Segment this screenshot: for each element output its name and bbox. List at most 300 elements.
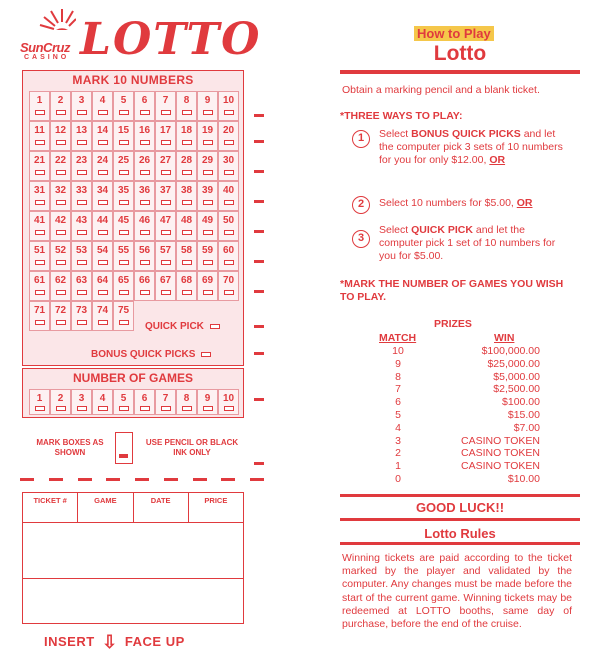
number-cell[interactable] — [113, 301, 134, 331]
number-cell[interactable] — [134, 271, 155, 301]
number-cell[interactable] — [29, 301, 50, 331]
number-grid-row — [29, 91, 239, 121]
number-label: 30 — [222, 155, 235, 166]
number-cell[interactable] — [113, 151, 134, 181]
number-mark-box[interactable] — [35, 290, 45, 295]
number-label: 19 — [201, 125, 214, 136]
number-mark-box[interactable] — [35, 170, 45, 175]
page-title: Lotto — [433, 42, 487, 65]
number-cell[interactable] — [50, 151, 71, 181]
number-cell[interactable] — [218, 271, 239, 301]
number-mark-box[interactable] — [161, 200, 171, 205]
prize-row — [380, 396, 540, 409]
number-label: 48 — [180, 215, 193, 226]
number-mark-box[interactable] — [182, 230, 192, 235]
number-label: 58 — [180, 245, 193, 256]
way-text: Select 10 numbers for $5.00, OR — [379, 197, 533, 209]
games-label: 2 — [57, 393, 64, 404]
prize-row — [380, 422, 540, 435]
number-cell[interactable] — [176, 241, 197, 271]
number-mark-box[interactable] — [203, 290, 213, 295]
number-cell[interactable] — [176, 121, 197, 151]
number-cell[interactable] — [155, 241, 176, 271]
number-mark-box[interactable] — [224, 260, 234, 265]
suncruz-lotto-logo — [18, 8, 262, 65]
mark-numbers-panel — [22, 70, 244, 366]
number-mark-box[interactable] — [224, 290, 234, 295]
games-mark-box[interactable] — [35, 406, 45, 411]
games-cell[interactable] — [197, 389, 218, 415]
prize-win: $2,500.00 — [493, 383, 540, 396]
games-cell[interactable] — [71, 389, 92, 415]
number-mark-box[interactable] — [203, 170, 213, 175]
games-mark-box[interactable] — [203, 406, 213, 411]
number-mark-box[interactable] — [182, 260, 192, 265]
prize-win: $15.00 — [507, 408, 540, 421]
number-label: 39 — [201, 185, 214, 196]
number-label: 36 — [138, 185, 151, 196]
number-mark-box[interactable] — [161, 230, 171, 235]
number-mark-box[interactable] — [56, 200, 66, 205]
number-cell[interactable] — [29, 271, 50, 301]
number-mark-box[interactable] — [182, 110, 192, 115]
number-mark-box[interactable] — [35, 110, 45, 115]
games-cell[interactable] — [92, 389, 113, 415]
prize-row — [380, 383, 540, 396]
number-mark-box[interactable] — [35, 230, 45, 235]
prize-match: 7 — [395, 383, 401, 396]
number-cell[interactable] — [50, 241, 71, 271]
number-cell[interactable] — [71, 301, 92, 331]
number-mark-box[interactable] — [98, 230, 108, 235]
number-mark-box[interactable] — [77, 320, 87, 325]
number-mark-box[interactable] — [77, 230, 87, 235]
games-label: 4 — [99, 393, 106, 404]
number-cell[interactable] — [29, 181, 50, 211]
prize-match: 1 — [395, 460, 401, 473]
number-cell[interactable] — [113, 271, 134, 301]
games-label: 5 — [120, 393, 127, 404]
games-label: 7 — [162, 393, 169, 404]
number-mark-box[interactable] — [77, 260, 87, 265]
number-cell[interactable] — [176, 271, 197, 301]
prize-match: 8 — [395, 370, 401, 383]
number-cell[interactable] — [218, 181, 239, 211]
number-mark-box[interactable] — [56, 230, 66, 235]
number-label: 53 — [75, 245, 88, 256]
games-mark-box[interactable] — [98, 406, 108, 411]
number-mark-box[interactable] — [35, 200, 45, 205]
number-mark-box[interactable] — [203, 140, 213, 145]
number-mark-box[interactable] — [203, 260, 213, 265]
number-label: 18 — [180, 125, 193, 136]
how-to-play-label: How to Play — [414, 26, 494, 41]
timing-mark — [254, 352, 264, 355]
prize-match: 9 — [395, 357, 401, 370]
number-cell[interactable] — [50, 271, 71, 301]
number-mark-box[interactable] — [35, 260, 45, 265]
number-label: 57 — [159, 245, 172, 256]
number-mark-box[interactable] — [182, 170, 192, 175]
number-label: 4 — [99, 95, 106, 106]
prize-match: 6 — [395, 396, 401, 409]
games-cell[interactable] — [134, 389, 155, 415]
number-cell[interactable] — [50, 91, 71, 121]
bonus-quick-picks-label: BONUS QUICK PICKS — [91, 349, 196, 360]
good-luck-text: GOOD LUCK!! — [415, 500, 505, 515]
quick-pick-option[interactable] — [145, 321, 220, 332]
timing-mark — [254, 260, 264, 263]
number-mark-box[interactable] — [98, 110, 108, 115]
number-mark-box[interactable] — [56, 110, 66, 115]
number-cell[interactable] — [92, 181, 113, 211]
prize-row — [380, 460, 540, 473]
number-label: 6 — [141, 95, 148, 106]
prize-match: 3 — [395, 434, 401, 447]
number-cell[interactable] — [113, 91, 134, 121]
number-cell[interactable] — [92, 271, 113, 301]
number-mark-box[interactable] — [140, 230, 150, 235]
number-label: 68 — [180, 275, 193, 286]
timing-mark — [254, 398, 264, 401]
number-cell[interactable] — [92, 151, 113, 181]
number-cell[interactable] — [92, 91, 113, 121]
number-label: 74 — [96, 305, 109, 316]
number-mark-box[interactable] — [98, 320, 108, 325]
number-mark-box[interactable] — [161, 110, 171, 115]
number-cell[interactable] — [155, 181, 176, 211]
number-mark-box[interactable] — [98, 200, 108, 205]
number-mark-box[interactable] — [224, 200, 234, 205]
number-mark-box[interactable] — [140, 140, 150, 145]
number-cell[interactable] — [134, 241, 155, 271]
number-label: 35 — [117, 185, 130, 196]
number-label: 65 — [117, 275, 130, 286]
divider-dashes — [20, 478, 264, 482]
games-label: 6 — [141, 393, 148, 404]
number-label: 1 — [36, 95, 43, 106]
number-cell[interactable] — [155, 91, 176, 121]
games-cell[interactable] — [176, 389, 197, 415]
number-label: 42 — [54, 215, 67, 226]
number-label: 59 — [201, 245, 214, 256]
bonus-quick-picks-option[interactable] — [91, 349, 211, 360]
games-mark-box[interactable] — [182, 406, 192, 411]
number-cell[interactable] — [134, 211, 155, 241]
prize-win: CASINO TOKEN — [461, 460, 540, 473]
number-cell[interactable] — [50, 211, 71, 241]
games-label: 1 — [36, 393, 43, 404]
prize-win: CASINO TOKEN — [461, 434, 540, 447]
number-cell[interactable] — [71, 91, 92, 121]
number-cell[interactable] — [197, 241, 218, 271]
number-label: 12 — [54, 125, 67, 136]
number-cell[interactable] — [113, 121, 134, 151]
number-mark-box[interactable] — [182, 140, 192, 145]
number-label: 13 — [75, 125, 88, 136]
number-mark-box[interactable] — [98, 260, 108, 265]
prize-win: $100.00 — [502, 396, 540, 409]
number-mark-box[interactable] — [140, 110, 150, 115]
record-header-price: PRICE — [204, 496, 228, 505]
prize-win: CASINO TOKEN — [461, 447, 540, 460]
bonus-quick-picks-checkbox[interactable] — [201, 352, 211, 357]
number-mark-box[interactable] — [119, 200, 129, 205]
number-cell[interactable] — [29, 151, 50, 181]
games-cell[interactable] — [155, 389, 176, 415]
number-cell[interactable] — [176, 211, 197, 241]
number-cell[interactable] — [92, 301, 113, 331]
number-grid-row — [29, 211, 239, 241]
number-cell[interactable] — [113, 211, 134, 241]
number-label: 21 — [33, 155, 46, 166]
record-header-ticket: TICKET # — [23, 493, 78, 522]
number-mark-box[interactable] — [224, 140, 234, 145]
mark-boxes-instruction: MARK BOXES AS SHOWN — [36, 438, 104, 457]
number-cell[interactable] — [71, 271, 92, 301]
face-up-text: FACE UP — [124, 634, 185, 649]
number-label: 24 — [96, 155, 109, 166]
number-label: 37 — [159, 185, 172, 196]
number-mark-box[interactable] — [161, 260, 171, 265]
number-mark-box[interactable] — [182, 290, 192, 295]
number-mark-box[interactable] — [203, 110, 213, 115]
number-cell[interactable] — [113, 241, 134, 271]
number-mark-box[interactable] — [56, 140, 66, 145]
number-cell[interactable] — [134, 181, 155, 211]
number-label: 5 — [120, 95, 127, 106]
number-cell[interactable] — [176, 181, 197, 211]
number-label: 2 — [57, 95, 64, 106]
number-cell[interactable] — [71, 211, 92, 241]
number-mark-box[interactable] — [119, 140, 129, 145]
win-header: WIN — [494, 332, 515, 344]
number-mark-box[interactable] — [56, 290, 66, 295]
number-mark-box[interactable] — [140, 260, 150, 265]
number-cell[interactable] — [176, 151, 197, 181]
way-number: 1 — [352, 130, 370, 148]
games-cell[interactable] — [29, 389, 50, 415]
number-label: 33 — [75, 185, 88, 196]
number-cell[interactable] — [218, 211, 239, 241]
number-label: 72 — [54, 305, 67, 316]
number-cell[interactable] — [92, 121, 113, 151]
number-label: 28 — [180, 155, 193, 166]
number-label: 51 — [33, 245, 46, 256]
pencil-instruction: USE PENCIL OR BLACK INK ONLY — [145, 438, 239, 457]
number-cell[interactable] — [29, 211, 50, 241]
number-cell[interactable] — [71, 181, 92, 211]
way-1 — [352, 128, 569, 167]
number-cell[interactable] — [29, 121, 50, 151]
number-label: 45 — [117, 215, 130, 226]
down-arrow-icon: ⇩ — [102, 632, 118, 652]
number-cell[interactable] — [197, 271, 218, 301]
number-mark-box[interactable] — [56, 320, 66, 325]
quick-pick-checkbox[interactable] — [210, 324, 220, 329]
number-cell[interactable] — [92, 241, 113, 271]
title-divider — [340, 70, 580, 74]
number-label: 15 — [117, 125, 130, 136]
number-label: 25 — [117, 155, 130, 166]
number-cell[interactable] — [92, 211, 113, 241]
number-label: 63 — [75, 275, 88, 286]
rules-divider — [340, 542, 580, 545]
number-label: 73 — [75, 305, 88, 316]
number-cell[interactable] — [197, 151, 218, 181]
number-label: 23 — [75, 155, 88, 166]
number-mark-box[interactable] — [35, 320, 45, 325]
games-mark-box[interactable] — [77, 406, 87, 411]
number-label: 64 — [96, 275, 109, 286]
insert-text: INSERT — [44, 634, 95, 649]
prize-match: 4 — [395, 421, 401, 434]
number-mark-box[interactable] — [161, 140, 171, 145]
number-mark-box[interactable] — [161, 290, 171, 295]
prize-match: 2 — [395, 447, 401, 460]
number-mark-box[interactable] — [224, 230, 234, 235]
number-mark-box[interactable] — [119, 320, 129, 325]
games-label: 8 — [183, 393, 190, 404]
number-cell[interactable] — [155, 271, 176, 301]
number-cell[interactable] — [197, 211, 218, 241]
number-mark-box[interactable] — [119, 260, 129, 265]
rules-title: Lotto Rules — [424, 526, 496, 541]
games-mark-box[interactable] — [119, 406, 129, 411]
prize-match: 0 — [395, 472, 401, 485]
number-cell[interactable] — [218, 121, 239, 151]
number-cell[interactable] — [197, 181, 218, 211]
number-label: 69 — [201, 275, 214, 286]
number-mark-box[interactable] — [98, 170, 108, 175]
games-mark-box[interactable] — [56, 406, 66, 411]
number-mark-box[interactable] — [98, 290, 108, 295]
number-grid-row — [29, 271, 239, 301]
number-of-games-panel — [22, 368, 244, 418]
number-mark-box[interactable] — [77, 170, 87, 175]
brand-name: SunCruz — [20, 40, 70, 55]
number-cell[interactable] — [134, 121, 155, 151]
number-label: 8 — [183, 95, 190, 106]
three-ways-heading: *THREE WAYS TO PLAY: — [340, 110, 463, 122]
number-cell[interactable] — [197, 121, 218, 151]
number-label: 10 — [222, 95, 235, 106]
games-cell[interactable] — [113, 389, 134, 415]
way-text: Select QUICK PICK and let the computer pick 1 set of 10 numbers for you for $5.00. — [379, 224, 556, 262]
number-cell[interactable] — [113, 181, 134, 211]
number-mark-box[interactable] — [77, 290, 87, 295]
number-label: 71 — [33, 305, 46, 316]
number-mark-box[interactable] — [77, 110, 87, 115]
number-cell[interactable] — [71, 121, 92, 151]
number-cell[interactable] — [71, 241, 92, 271]
number-cell[interactable] — [50, 301, 71, 331]
number-label: 62 — [54, 275, 67, 286]
number-mark-box[interactable] — [140, 200, 150, 205]
number-mark-box[interactable] — [161, 170, 171, 175]
number-mark-box[interactable] — [224, 110, 234, 115]
number-mark-box[interactable] — [182, 200, 192, 205]
number-label: 66 — [138, 275, 151, 286]
number-cell[interactable] — [218, 91, 239, 121]
number-cell[interactable] — [50, 181, 71, 211]
number-mark-box[interactable] — [77, 140, 87, 145]
number-label: 55 — [117, 245, 130, 256]
number-cell[interactable] — [29, 91, 50, 121]
number-mark-box[interactable] — [56, 170, 66, 175]
games-mark-box[interactable] — [140, 406, 150, 411]
number-label: 16 — [138, 125, 151, 136]
good-luck-divider-bottom — [340, 518, 580, 521]
record-header-date: DATE — [134, 493, 189, 522]
number-label: 44 — [96, 215, 109, 226]
number-mark-box[interactable] — [119, 170, 129, 175]
number-label: 61 — [33, 275, 46, 286]
number-cell[interactable] — [71, 151, 92, 181]
number-cell[interactable] — [197, 91, 218, 121]
timing-mark — [254, 170, 264, 173]
number-grid-row — [29, 151, 239, 181]
prize-win: $10.00 — [507, 472, 540, 485]
number-cell[interactable] — [218, 151, 239, 181]
number-grid-row — [29, 181, 239, 211]
number-label: 54 — [96, 245, 109, 256]
number-grid-row — [29, 121, 239, 151]
number-of-games-header: NUMBER OF GAMES — [73, 371, 193, 385]
number-label: 17 — [159, 125, 172, 136]
games-mark-box[interactable] — [224, 406, 234, 411]
number-cell[interactable] — [29, 241, 50, 271]
number-mark-box[interactable] — [203, 200, 213, 205]
example-mark-box — [115, 432, 133, 464]
number-label: 67 — [159, 275, 172, 286]
number-cell[interactable] — [176, 91, 197, 121]
number-cell[interactable] — [50, 121, 71, 151]
number-mark-box[interactable] — [224, 170, 234, 175]
number-mark-box[interactable] — [203, 230, 213, 235]
number-cell[interactable] — [155, 211, 176, 241]
number-cell[interactable] — [134, 91, 155, 121]
games-cell[interactable] — [218, 389, 239, 415]
obtain-instruction: Obtain a marking pencil and a blank ticket. — [342, 84, 540, 96]
timing-mark — [254, 140, 264, 143]
number-mark-box[interactable] — [56, 260, 66, 265]
way-text: Select BONUS QUICK PICKS and let the computer pick 3 sets of 10 numbers for you for only $12.00, OR — [379, 128, 563, 166]
number-cell[interactable] — [218, 241, 239, 271]
games-cell[interactable] — [50, 389, 71, 415]
number-mark-box[interactable] — [98, 140, 108, 145]
number-mark-box[interactable] — [140, 290, 150, 295]
number-cell[interactable] — [134, 151, 155, 181]
number-mark-box[interactable] — [119, 110, 129, 115]
number-label: 47 — [159, 215, 172, 226]
way-number: 3 — [352, 230, 370, 248]
number-label: 34 — [96, 185, 109, 196]
number-cell[interactable] — [155, 151, 176, 181]
number-mark-box[interactable] — [77, 200, 87, 205]
match-header: MATCH — [379, 332, 417, 344]
prize-row — [380, 435, 540, 448]
number-mark-box[interactable] — [35, 140, 45, 145]
games-mark-box[interactable] — [161, 406, 171, 411]
number-label: 60 — [222, 245, 235, 256]
number-mark-box[interactable] — [119, 230, 129, 235]
number-mark-box[interactable] — [119, 290, 129, 295]
number-label: 7 — [162, 95, 169, 106]
number-cell[interactable] — [155, 121, 176, 151]
number-mark-box[interactable] — [140, 170, 150, 175]
timing-mark — [254, 290, 264, 293]
